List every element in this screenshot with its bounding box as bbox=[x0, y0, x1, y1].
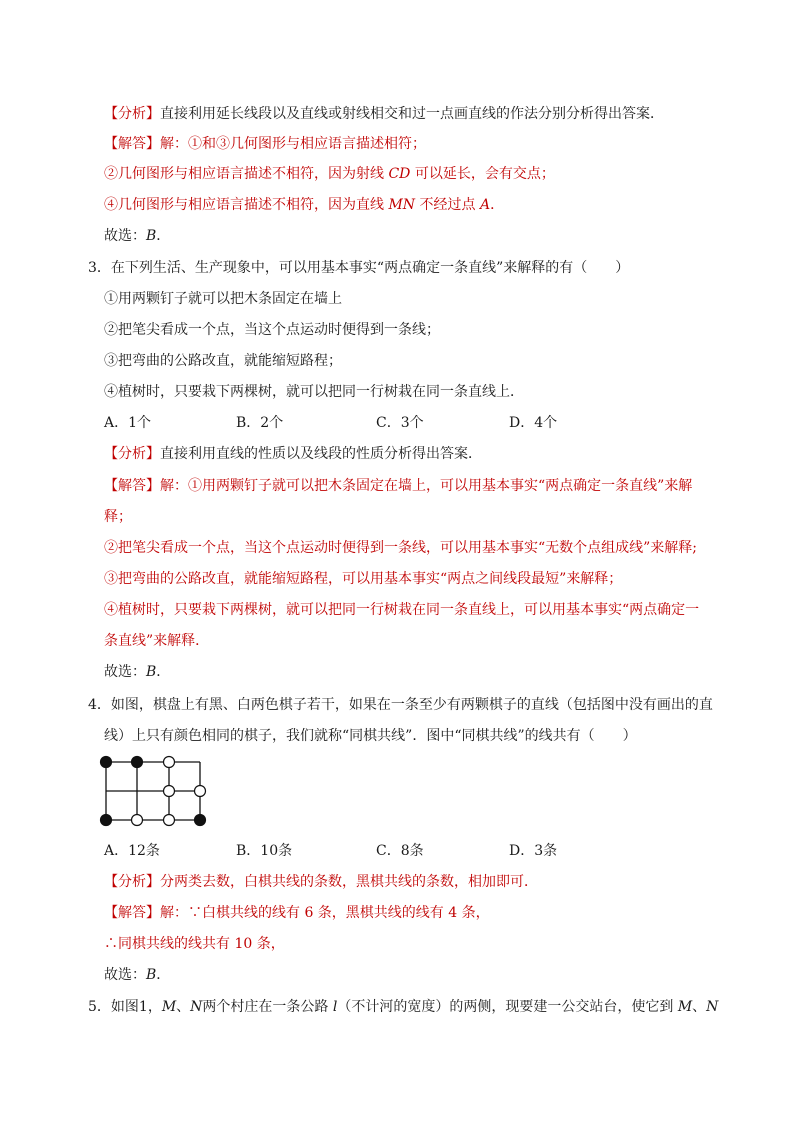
q3-option-a: A．1个 bbox=[104, 415, 152, 431]
q4-solution bbox=[104, 903, 490, 923]
math-var: M bbox=[161, 999, 177, 1015]
q2-choose bbox=[104, 226, 170, 246]
q2-analysis bbox=[104, 104, 664, 124]
math-var: CD bbox=[388, 166, 411, 182]
q3-item-2: ②把笔尖看成一个点，当这个点运动时便得到一条线； bbox=[104, 322, 440, 338]
black-stone bbox=[101, 815, 112, 826]
q4-choose bbox=[104, 965, 170, 985]
math-var: MN bbox=[388, 197, 416, 213]
text-segment: ． bbox=[156, 664, 171, 680]
text-segment: 、 bbox=[176, 999, 191, 1015]
q4-option-c: C．8条 bbox=[376, 843, 424, 859]
text-segment: ④几何图形与相应语言描述不相符，因为直线 bbox=[104, 197, 389, 213]
q3-solution-line2: 释； bbox=[104, 509, 132, 525]
q2-solution-line3 bbox=[104, 195, 504, 215]
analysis-text: 直接利用延长线段以及直线或射线相交和过一点画直线的作法分别分析得出答案． bbox=[160, 106, 664, 122]
q3-analysis bbox=[104, 444, 482, 464]
q3-choose bbox=[104, 662, 170, 682]
math-var: A bbox=[479, 197, 491, 213]
q3-stem: 3．在下列生活、生产现象中，可以用基本事实“两点确定一条直线”来解释的有（ ） bbox=[88, 260, 630, 276]
math-var: l bbox=[332, 999, 338, 1015]
q4-option-d: D．3条 bbox=[509, 843, 558, 859]
q3-option-d: D．4个 bbox=[509, 415, 558, 431]
q3-solution-line5: ④植树时，只要栽下两棵树，就可以把同一行树栽在同一条直线上，可以用基本事实“两点确定一 bbox=[104, 602, 700, 618]
text-segment: 故选： bbox=[104, 967, 146, 983]
q3-solution bbox=[104, 476, 692, 496]
q3-solution-line4: ③把弯曲的公路改直，就能缩短路程，可以用基本事实“两点之间线段最短”来解释； bbox=[104, 571, 623, 587]
q4-solution-line2: ∴同棋共线的线共有 10 条， bbox=[104, 936, 285, 952]
text-segment: 故选： bbox=[104, 228, 146, 244]
text-segment: 故选： bbox=[104, 664, 146, 680]
text-segment: ． bbox=[156, 967, 171, 983]
math-var: M bbox=[677, 999, 693, 1015]
analysis-tag: 【分析】 bbox=[104, 874, 160, 890]
q4-option-b: B．10条 bbox=[236, 843, 293, 859]
q4-option-a: A．12条 bbox=[104, 843, 160, 859]
analysis-tag: 【分析】 bbox=[104, 106, 160, 122]
solution-text: 解：①和③几何图形与相应语言描述相符； bbox=[160, 136, 426, 152]
text-segment: 可以延长，会有交点； bbox=[410, 166, 555, 182]
chess-board-figure bbox=[96, 754, 216, 830]
q3-solution-line3: ②把笔尖看成一个点，当这个点运动时便得到一条线，可以用基本事实“无数个点组成线”来解释; bbox=[104, 540, 698, 556]
analysis-tag: 【分析】 bbox=[104, 446, 160, 462]
black-stone bbox=[195, 815, 206, 826]
q3-item-4: ④植树时，只要栽下两棵树，就可以把同一行树栽在同一条直线上． bbox=[104, 384, 524, 400]
q3-option-c: C．3个 bbox=[376, 415, 424, 431]
analysis-text: 直接利用直线的性质以及线段的性质分析得出答案． bbox=[160, 446, 482, 462]
analysis-text: 分两类去数，白棋共线的条数，黑棋共线的条数，相加即可． bbox=[160, 874, 538, 890]
q4-stem-line1: 4．如图，棋盘上有黑、白两色棋子若干，如果在一条至少有两颗棋子的直线（包括图中没有画出的直 bbox=[88, 697, 713, 713]
math-var: N bbox=[706, 999, 719, 1015]
solution-text: 解：①用两颗钉子就可以把木条固定在墙上，可以用基本事实“两点确定一条直线”来解 bbox=[160, 478, 693, 494]
solution-tag: 【解答】 bbox=[104, 136, 160, 152]
text-segment: ． bbox=[490, 197, 505, 213]
black-stone bbox=[101, 757, 112, 768]
q3-solution-line6: 条直线”来解释． bbox=[104, 633, 210, 649]
answer-letter: B bbox=[146, 228, 157, 244]
board-grid bbox=[106, 762, 200, 820]
q4-analysis bbox=[104, 872, 538, 892]
white-stone bbox=[164, 786, 175, 797]
white-stone bbox=[132, 815, 143, 826]
text-segment: 、 bbox=[692, 999, 707, 1015]
white-stone bbox=[195, 786, 206, 797]
text-segment: 不经过点 bbox=[415, 197, 480, 213]
black-stone bbox=[132, 757, 143, 768]
math-var: N bbox=[190, 999, 203, 1015]
answer-letter: B bbox=[146, 967, 157, 983]
solution-text: 解：∵白棋共线的线有 6 条，黑棋共线的线有 4 条， bbox=[160, 905, 490, 921]
q3-item-1: ①用两颗钉子就可以把木条固定在墙上 bbox=[104, 291, 342, 307]
text-segment: 两个村庄在一条公路 bbox=[202, 999, 333, 1015]
solution-tag: 【解答】 bbox=[104, 905, 160, 921]
q4-stem-line2: 线）上只有颜色相同的棋子，我们就称“同棋共线”．图中“同棋共线”的线共有（ ） bbox=[104, 728, 637, 744]
solution-tag: 【解答】 bbox=[104, 478, 160, 494]
text-segment: ． bbox=[156, 228, 171, 244]
text-segment: （不计河的宽度）的两侧，现要建一公交站台，使它到 bbox=[337, 999, 678, 1015]
q3-option-b: B．2个 bbox=[236, 415, 284, 431]
q2-solution bbox=[104, 134, 426, 154]
answer-letter: B bbox=[146, 664, 157, 680]
text-segment: ②几何图形与相应语言描述不相符，因为射线 bbox=[104, 166, 389, 182]
white-stone bbox=[164, 757, 175, 768]
text-segment: 5．如图1， bbox=[88, 999, 162, 1015]
q2-solution-line2 bbox=[104, 164, 555, 184]
q5-stem bbox=[88, 997, 718, 1017]
white-stone bbox=[164, 815, 175, 826]
q3-item-3: ③把弯曲的公路改直，就能缩短路程； bbox=[104, 353, 342, 369]
